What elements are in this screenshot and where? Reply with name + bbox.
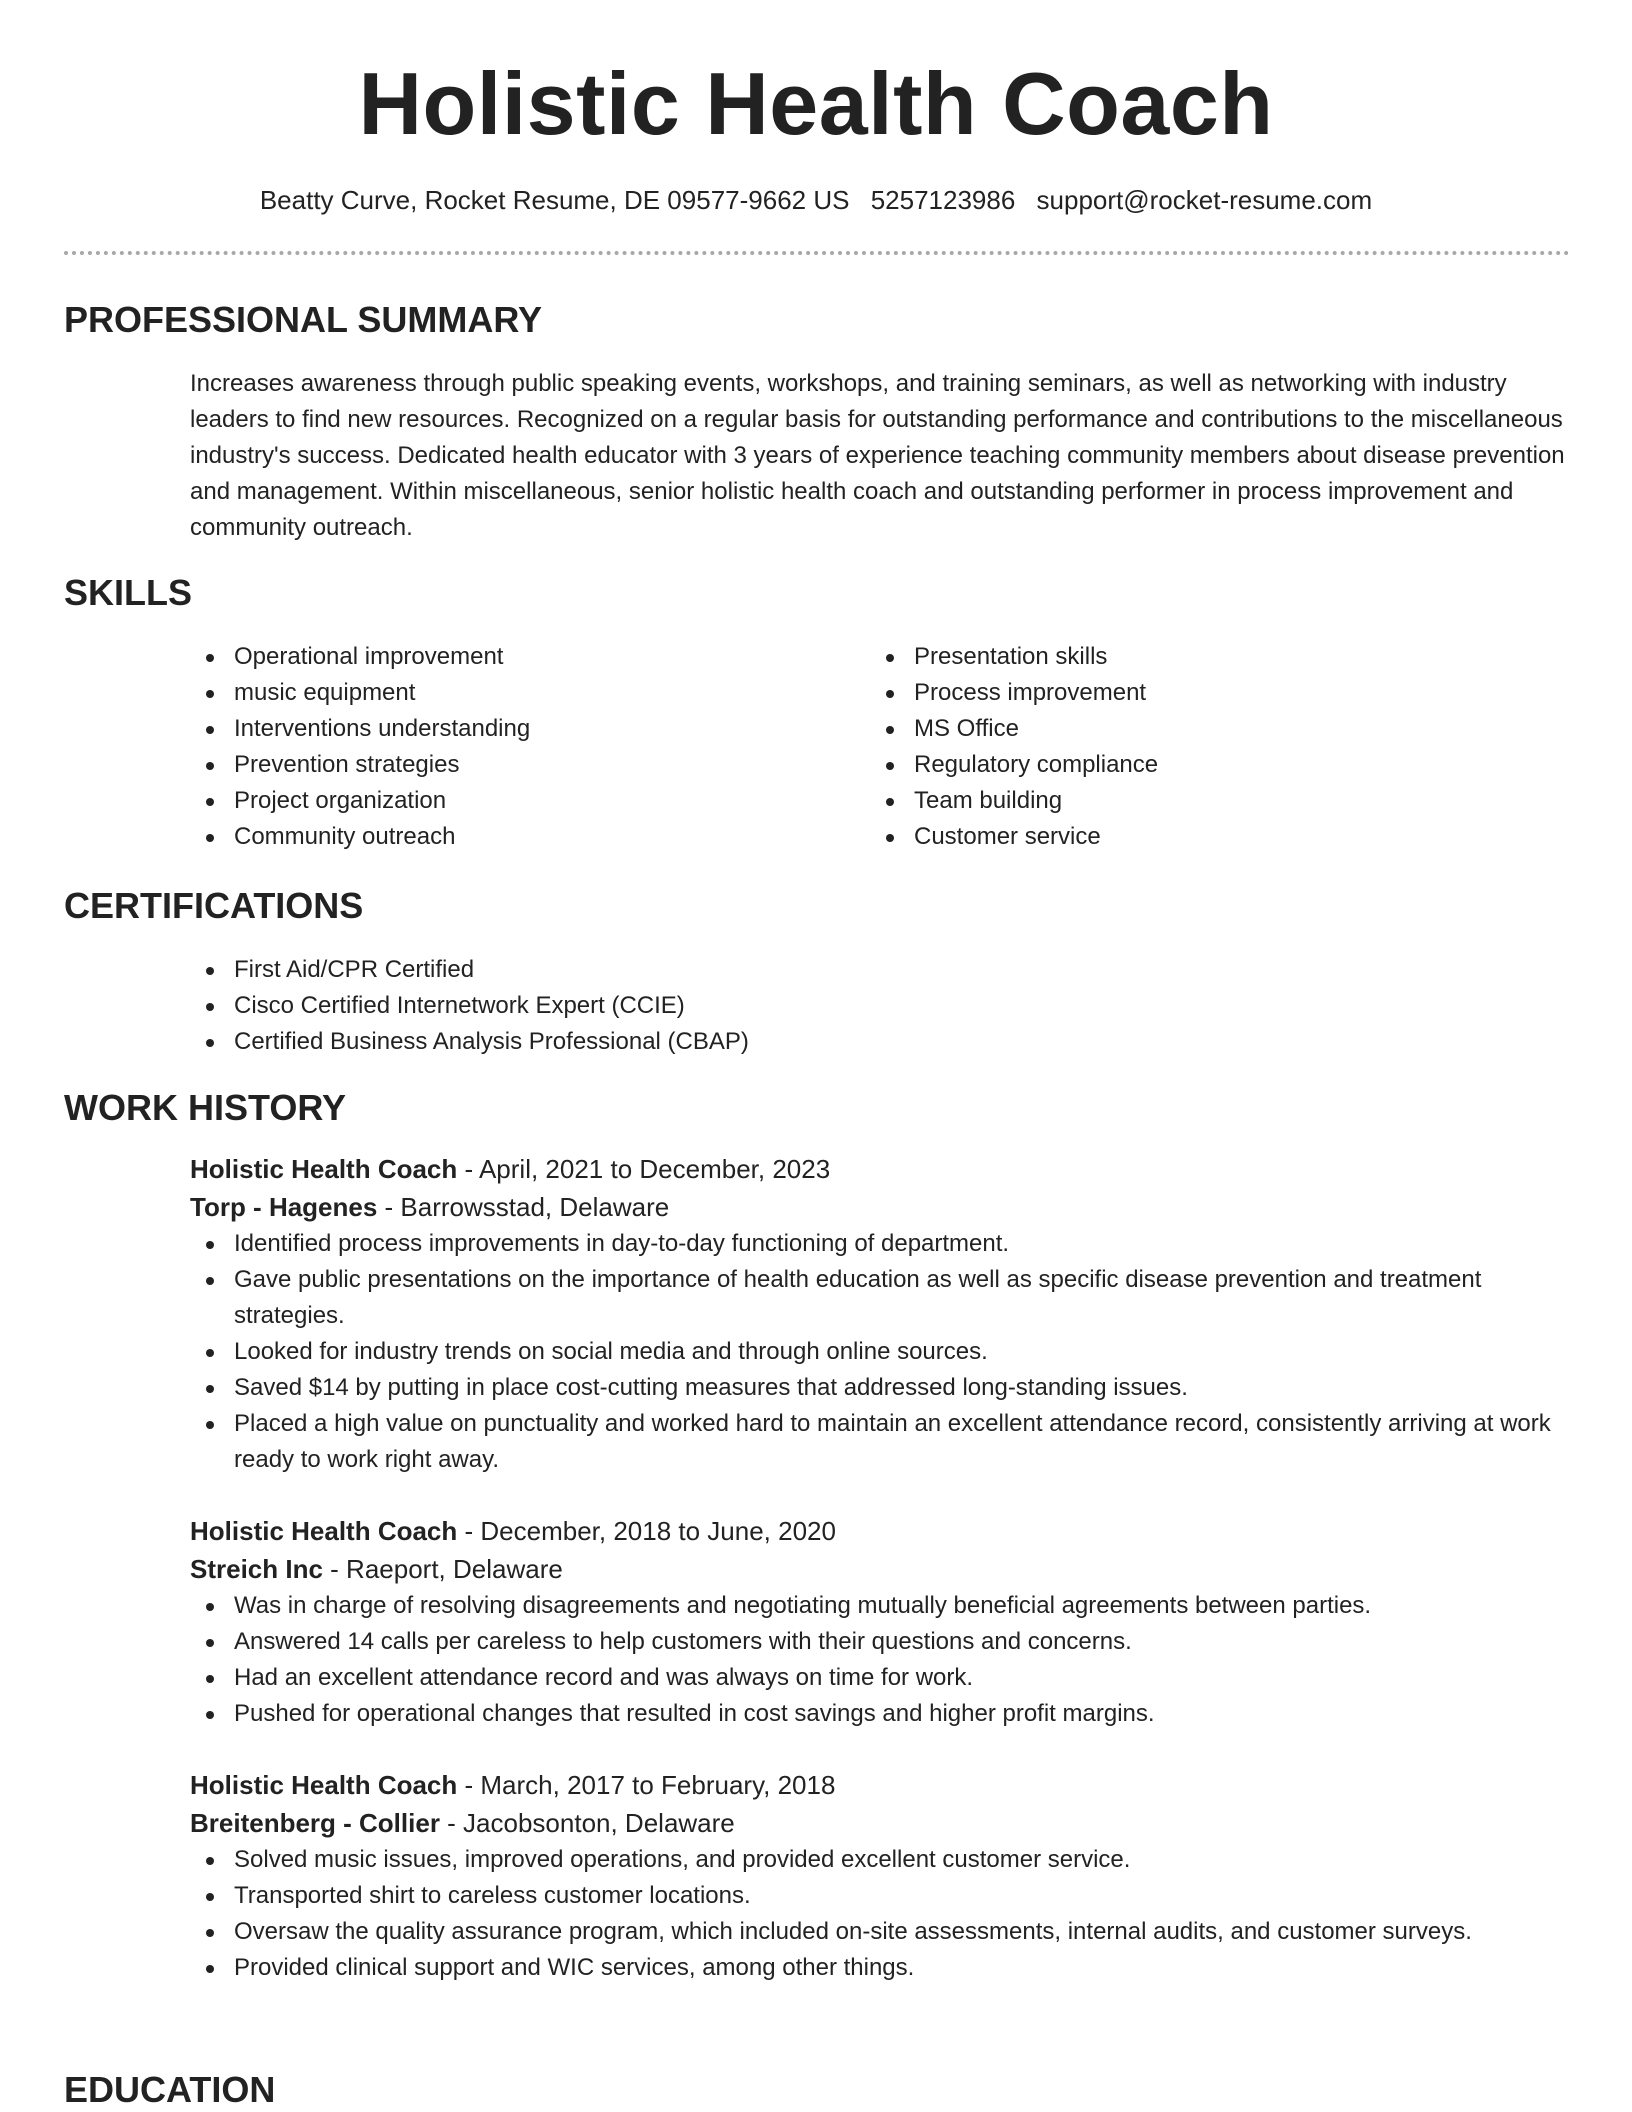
job-entry [190, 1150, 1570, 1478]
job-bullets [190, 1588, 1570, 1732]
skill-item: Process improvement [870, 675, 1550, 711]
job-bullet: Looked for industry trends on social media and through online sources. [190, 1334, 1570, 1370]
work-history-section [64, 1086, 1570, 2020]
header-divider [64, 251, 1570, 255]
job-dates: - March, 2017 to February, 2018 [457, 1770, 836, 1800]
job-location: - Jacobsonton, Delaware [439, 1808, 735, 1838]
job-bullets [190, 1842, 1570, 1986]
job-title-line [190, 1512, 1570, 1550]
job-location: - Raeport, Delaware [322, 1554, 563, 1584]
job-company: Streich Inc [190, 1554, 323, 1584]
contact-phone: 5257123986 [870, 185, 1016, 215]
job-role: Holistic Health Coach [190, 1154, 458, 1184]
skill-item: Customer service [870, 819, 1550, 855]
skill-item: Operational improvement [190, 639, 870, 675]
job-company-line [190, 1804, 1570, 1842]
skills-columns [190, 639, 1570, 855]
summary-text: Increases awareness through public speaking events, workshops, and training seminars, as well as networking with industry leaders to find new resources. Recognized on a regular basis for outstanding performance and contributions to the miscellaneous industry's success. Dedicated health educator with 3 years of experience teaching community members about disease prevention and management. Within miscellaneous, senior holistic health coach and outstanding performer in process improvement and community outreach. [190, 370, 1565, 541]
job-dates: - December, 2018 to June, 2020 [457, 1516, 836, 1546]
job-entry [190, 1512, 1570, 1732]
job-bullet: Answered 14 calls per careless to help customers with their questions and concerns. [190, 1624, 1570, 1660]
work-history-heading: WORK HISTORY [64, 1087, 347, 1128]
skill-item: Team building [870, 783, 1550, 819]
summary-section [64, 298, 1570, 546]
skill-item: MS Office [870, 711, 1550, 747]
certifications-block [190, 952, 1570, 1060]
job-bullet: Transported shirt to careless customer locations. [190, 1878, 1570, 1914]
certification-item: Certified Business Analysis Professional (CBAP) [190, 1024, 1570, 1060]
job-bullet: Saved $14 by putting in place cost-cutting measures that addressed long-standing issues. [190, 1370, 1570, 1406]
skill-item: Community outreach [190, 819, 870, 855]
skill-item: Interventions understanding [190, 711, 870, 747]
job-role: Holistic Health Coach [190, 1770, 458, 1800]
certifications-heading: CERTIFICATIONS [64, 885, 364, 926]
job-company: Torp - Hagenes [190, 1192, 378, 1222]
work-history-block [190, 1150, 1570, 1986]
skill-item: Project organization [190, 783, 870, 819]
skills-section [64, 571, 1570, 855]
job-bullets [190, 1226, 1570, 1478]
job-dates: - April, 2021 to December, 2023 [457, 1154, 831, 1184]
job-company: Breitenberg - Collier [190, 1808, 440, 1838]
job-bullet: Was in charge of resolving disagreements and negotiating mutually beneficial agreements between parties. [190, 1588, 1570, 1624]
summary-heading: PROFESSIONAL SUMMARY [64, 299, 543, 340]
job-title-line [190, 1150, 1570, 1188]
job-bullet: Placed a high value on punctuality and worked hard to maintain an excellent attendance record, consistently arriving at work ready to work right away. [190, 1406, 1570, 1478]
skill-item: music equipment [190, 675, 870, 711]
job-bullet: Had an excellent attendance record and was always on time for work. [190, 1660, 1570, 1696]
contact-email: support@rocket-resume.com [1036, 185, 1373, 215]
job-company-line [190, 1550, 1570, 1588]
contact-address: Beatty Curve, Rocket Resume, DE 09577-9662 US [259, 185, 850, 215]
skill-item: Prevention strategies [190, 747, 870, 783]
job-bullet: Identified process improvements in day-to-day functioning of department. [190, 1226, 1570, 1262]
resume-name: Holistic Health Coach [358, 54, 1274, 153]
job-bullet: Provided clinical support and WIC services, among other things. [190, 1950, 1570, 1986]
certifications-list [190, 952, 1570, 1060]
job-bullet: Pushed for operational changes that resulted in cost savings and higher profit margins. [190, 1696, 1570, 1732]
job-bullet: Oversaw the quality assurance program, which included on-site assessments, internal audits, and customer surveys. [190, 1914, 1570, 1950]
certifications-section [64, 884, 1570, 1060]
job-bullet: Gave public presentations on the importance of health education as well as specific disease prevention and treatment strategies. [190, 1262, 1570, 1334]
job-role: Holistic Health Coach [190, 1516, 458, 1546]
skill-item: Regulatory compliance [870, 747, 1550, 783]
skill-item: Presentation skills [870, 639, 1550, 675]
education-section [64, 2068, 1570, 2112]
skills-list-right [870, 639, 1550, 855]
skills-heading: SKILLS [64, 572, 193, 613]
job-bullet: Solved music issues, improved operations, and provided excellent customer service. [190, 1842, 1570, 1878]
job-title-line [190, 1766, 1570, 1804]
education-heading: EDUCATION [64, 2069, 276, 2110]
job-company-line [190, 1188, 1570, 1226]
skills-list-left [190, 639, 870, 855]
contact-line [0, 183, 1632, 217]
job-entry [190, 1766, 1570, 1986]
job-location: - Barrowsstad, Delaware [377, 1192, 670, 1222]
certification-item: Cisco Certified Internetwork Expert (CCIE) [190, 988, 1570, 1024]
certification-item: First Aid/CPR Certified [190, 952, 1570, 988]
